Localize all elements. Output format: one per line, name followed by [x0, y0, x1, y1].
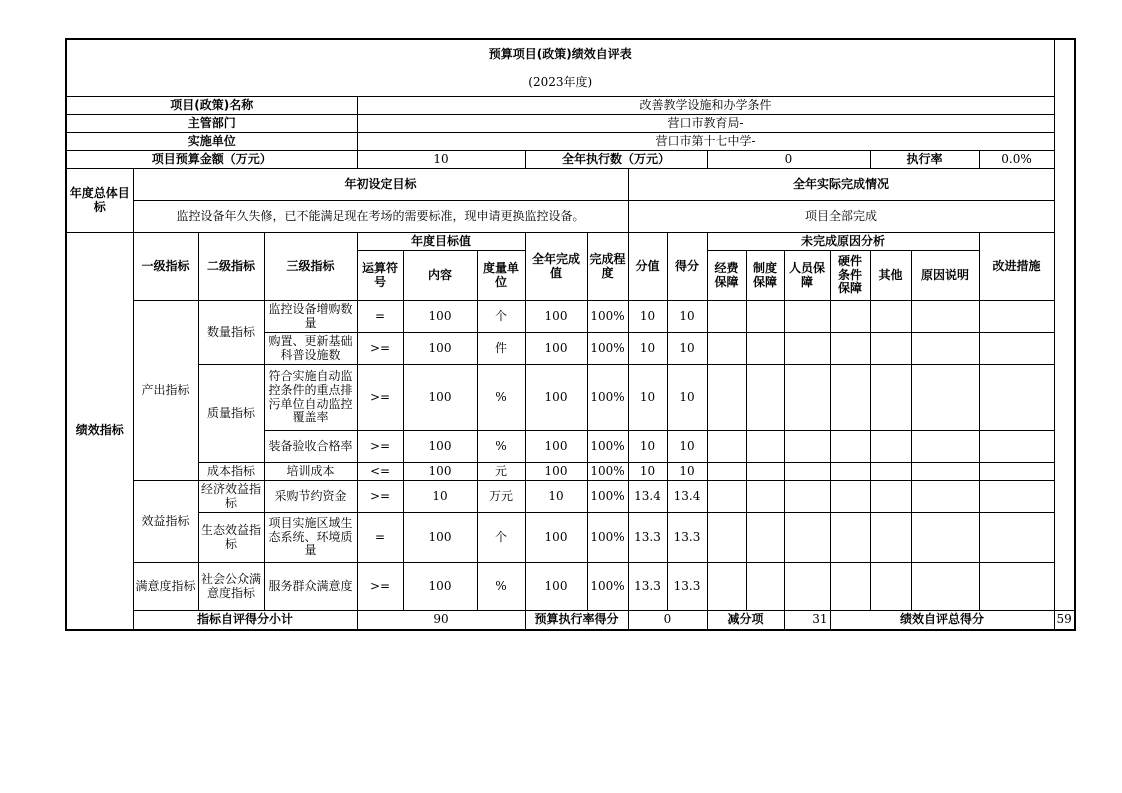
- operator-cell: >=: [357, 365, 403, 431]
- indicator-name: 装备验收合格率: [264, 431, 357, 463]
- page-title: 预算项目(政策)绩效自评表: [66, 39, 1054, 70]
- score-value-cell: 13.4: [628, 481, 667, 513]
- table-row: [66, 481, 1075, 513]
- score-cell: 13.3: [667, 563, 707, 611]
- performance-evaluation-table: [65, 38, 1076, 631]
- percent-cell: 100%: [587, 333, 628, 365]
- initial-target-text: 监控设备年久失修，已不能满足现在考场的需要标准，现申请更换监控设备。: [133, 201, 628, 233]
- group-quality: 质量指标: [198, 365, 264, 463]
- percent-cell: 100%: [587, 365, 628, 431]
- group-quantity: 数量指标: [198, 301, 264, 365]
- annual-executed-label: 全年执行数（万元）: [525, 151, 707, 169]
- operator-cell: >=: [357, 333, 403, 365]
- percent-cell: 100%: [587, 513, 628, 563]
- actual-completion-header: 全年实际完成情况: [628, 169, 1054, 201]
- group-ecological: 生态效益指标: [198, 513, 264, 563]
- summary-row: [66, 611, 1075, 630]
- content-cell: 100: [403, 333, 477, 365]
- percent-cell: 100%: [587, 481, 628, 513]
- level2-header: 二级指标: [198, 233, 264, 301]
- project-name-value: 改善教学设施和办学条件: [357, 97, 1054, 115]
- content-cell: 100: [403, 563, 477, 611]
- completed-cell: 100: [525, 333, 587, 365]
- personnel-header: 人员保障: [784, 251, 830, 301]
- budget-rate-score-label: 预算执行率得分: [525, 611, 628, 630]
- unit-cell: 件: [477, 333, 525, 365]
- content-header: 内容: [403, 251, 477, 301]
- group-satisfaction: 满意度指标: [133, 563, 198, 611]
- score-value-cell: 10: [628, 301, 667, 333]
- content-cell: 100: [403, 463, 477, 481]
- table-row: [66, 365, 1075, 431]
- table-row: [66, 563, 1075, 611]
- unit-header: 度量单位: [477, 251, 525, 301]
- improvement-header: 改进措施: [979, 233, 1054, 301]
- indicator-name: 符合实施自动监控条件的重点排污单位自动监控覆盖率: [264, 365, 357, 431]
- operator-cell: >=: [357, 563, 403, 611]
- score-cell: 13.3: [667, 513, 707, 563]
- group-output: 产出指标: [133, 301, 198, 481]
- group-public-satisfaction: 社会公众满意度指标: [198, 563, 264, 611]
- funding-header: 经费保障: [707, 251, 746, 301]
- indicator-name: 购置、更新基础科普设施数: [264, 333, 357, 365]
- implementer-value: 营口市第十七中学-: [357, 133, 1054, 151]
- completed-cell: 100: [525, 365, 587, 431]
- indicator-subtotal-label: 指标自评得分小计: [133, 611, 357, 630]
- page-subtitle: (2023年度): [66, 70, 1054, 97]
- score-cell: 10: [667, 463, 707, 481]
- incomplete-reason-header: 未完成原因分析: [707, 233, 979, 251]
- score-cell: 10: [667, 431, 707, 463]
- indicator-name: 监控设备增购数量: [264, 301, 357, 333]
- percent-cell: 100%: [587, 301, 628, 333]
- percent-cell: 100%: [587, 563, 628, 611]
- hardware-header: 硬件条件保障: [830, 251, 870, 301]
- score-value-cell: 10: [628, 431, 667, 463]
- annual-goal-label: 年度总体目标: [66, 169, 133, 233]
- content-cell: 100: [403, 431, 477, 463]
- content-cell: 100: [403, 513, 477, 563]
- budget-amount-value: 10: [357, 151, 525, 169]
- unit-cell: 元: [477, 463, 525, 481]
- percent-cell: 100%: [587, 431, 628, 463]
- execution-rate-label: 执行率: [870, 151, 979, 169]
- unit-cell: 个: [477, 301, 525, 333]
- table-row: [66, 301, 1075, 333]
- level3-header: 三级指标: [264, 233, 357, 301]
- indicator-name: 项目实施区域生态系统、环境质量: [264, 513, 357, 563]
- actual-completion-text: 项目全部完成: [628, 201, 1054, 233]
- score-header: 得分: [667, 233, 707, 301]
- group-benefit: 效益指标: [133, 481, 198, 563]
- score-cell: 10: [667, 301, 707, 333]
- completed-cell: 100: [525, 513, 587, 563]
- implementer-label: 实施单位: [66, 133, 357, 151]
- score-value-header: 分值: [628, 233, 667, 301]
- score-value-cell: 10: [628, 333, 667, 365]
- operator-cell: =: [357, 513, 403, 563]
- annual-executed-value: 0: [707, 151, 870, 169]
- operator-cell: >=: [357, 431, 403, 463]
- indicator-name: 服务群众满意度: [264, 563, 357, 611]
- annual-target-value-header: 年度目标值: [357, 233, 525, 251]
- table-row: [66, 463, 1075, 481]
- indicator-subtotal-value: 90: [357, 611, 525, 630]
- content-cell: 100: [403, 365, 477, 431]
- completed-cell: 100: [525, 563, 587, 611]
- unit-cell: %: [477, 563, 525, 611]
- score-cell: 10: [667, 365, 707, 431]
- score-cell: 13.4: [667, 481, 707, 513]
- unit-cell: 个: [477, 513, 525, 563]
- initial-target-header: 年初设定目标: [133, 169, 628, 201]
- project-name-label: 项目(政策)名称: [66, 97, 357, 115]
- percent-cell: 100%: [587, 463, 628, 481]
- other-header: 其他: [870, 251, 911, 301]
- deduction-value: 31: [784, 611, 830, 630]
- score-cell: 10: [667, 333, 707, 365]
- score-value-cell: 10: [628, 365, 667, 431]
- total-score-value: 59: [1054, 611, 1075, 630]
- operator-cell: >=: [357, 481, 403, 513]
- completed-cell: 100: [525, 431, 587, 463]
- table-row: [66, 513, 1075, 563]
- content-cell: 10: [403, 481, 477, 513]
- budget-amount-label: 项目预算金额（万元）: [66, 151, 357, 169]
- budget-rate-score-value: 0: [628, 611, 707, 630]
- annual-completed-header: 全年完成值: [525, 233, 587, 301]
- operator-header: 运算符号: [357, 251, 403, 301]
- group-economic: 经济效益指标: [198, 481, 264, 513]
- completed-cell: 100: [525, 301, 587, 333]
- deduction-label: 减分项: [707, 611, 784, 630]
- operator-cell: <=: [357, 463, 403, 481]
- content-cell: 100: [403, 301, 477, 333]
- department-label: 主管部门: [66, 115, 357, 133]
- operator-cell: =: [357, 301, 403, 333]
- completion-degree-header: 完成程度: [587, 233, 628, 301]
- indicator-name: 培训成本: [264, 463, 357, 481]
- score-value-cell: 13.3: [628, 513, 667, 563]
- score-value-cell: 13.3: [628, 563, 667, 611]
- unit-cell: %: [477, 365, 525, 431]
- indicator-name: 采购节约资金: [264, 481, 357, 513]
- level1-header: 一级指标: [133, 233, 198, 301]
- reason-note-header: 原因说明: [911, 251, 979, 301]
- unit-cell: %: [477, 431, 525, 463]
- completed-cell: 100: [525, 463, 587, 481]
- score-value-cell: 10: [628, 463, 667, 481]
- completed-cell: 10: [525, 481, 587, 513]
- unit-cell: 万元: [477, 481, 525, 513]
- execution-rate-value: 0.0%: [979, 151, 1054, 169]
- total-score-label: 绩效自评总得分: [830, 611, 1054, 630]
- department-value: 营口市教育局-: [357, 115, 1054, 133]
- system-header: 制度保障: [746, 251, 784, 301]
- performance-indicator-label: 绩效指标: [66, 233, 133, 630]
- group-cost: 成本指标: [198, 463, 264, 481]
